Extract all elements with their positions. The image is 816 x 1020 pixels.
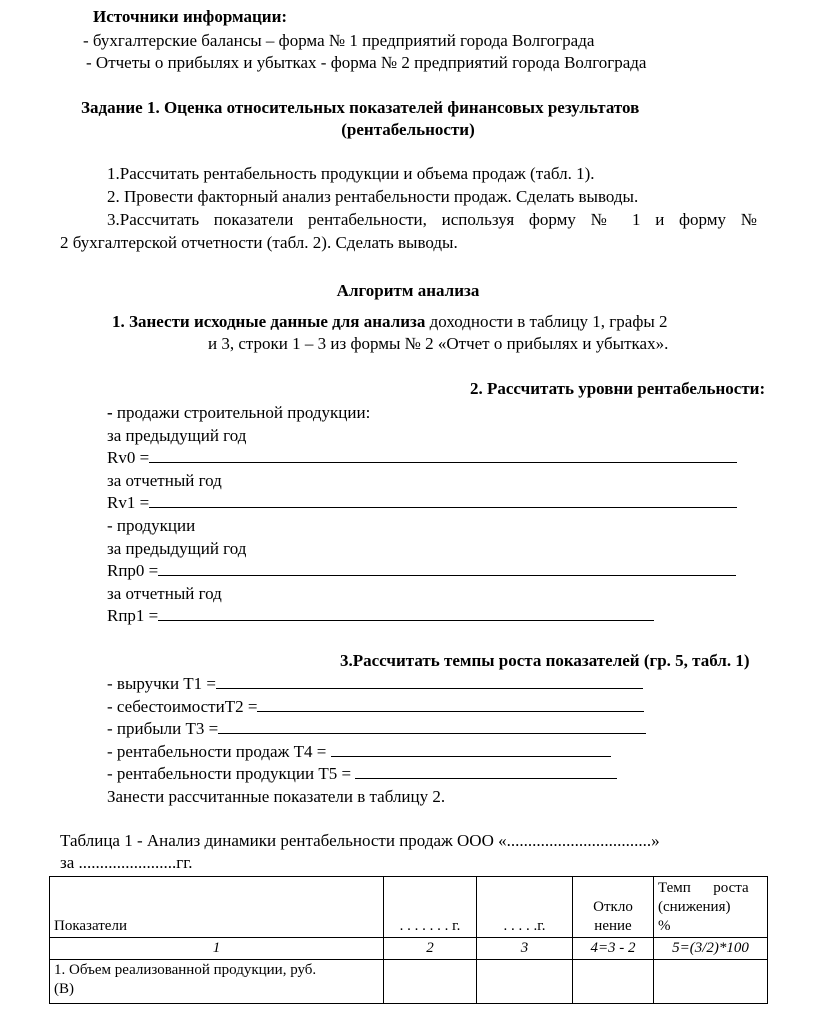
t1-blank[interactable] [216,673,643,689]
t5-label: - рентабельности продукции Т5 = [107,764,356,783]
sources-heading: Источники информации: [93,7,288,26]
algorithm-step2-heading: 2. Рассчитать уровни рентабельности: [470,379,766,398]
table1-cell-cur[interactable] [477,960,573,1004]
rv0-label: Rv0 = [107,448,150,467]
table1-header-growth-b: (снижения) [658,899,731,915]
rate-sales-text: продажи строительной продукции: [112,403,371,422]
algorithm-step3-note: Занести рассчитанные показатели в таблицу 2. [107,787,446,806]
t3-blank[interactable] [218,718,646,734]
table1-header-cur-year: . . . . .г. [477,877,573,938]
table1-row-label-line1: 1. Объем реализованной продукции, руб. [54,962,317,978]
table1-number-row [50,938,768,960]
table1-cell-prev[interactable] [384,960,477,1004]
rate-sales-dash: - [107,403,113,422]
rv0-blank[interactable] [149,447,737,463]
t1-label: - выручки Т1 = [107,674,217,693]
table1-cell-deviation[interactable] [573,960,654,1004]
rv1-line [107,492,737,514]
t2-line [107,696,644,718]
task-step-3-cont: 2 бухгалтерской отчетности (табл. 2). Сделать выводы. [60,233,458,252]
rate-sales-prev-label: за предыдущий год [107,426,247,445]
table1-header-row [50,877,768,938]
table1-header-indicators: Показатели [50,877,384,938]
rpr1-label: Rпр1 = [107,606,159,625]
task-step-2: 2. Провести факторный анализ рентабельности продаж. Сделать выводы. [107,187,639,206]
table1-col-number: 4=3 - 2 [573,938,654,960]
algorithm-step1 [112,311,668,333]
table1-col-number: 2 [384,938,477,960]
sources-item-balance: - бухгалтерские балансы – форма № 1 предприятий города Волгограда [83,31,595,50]
table1 [49,876,768,1004]
t4-blank[interactable] [331,741,611,757]
rpr1-line [107,605,654,627]
rate-sales-label [107,402,370,424]
rpr0-line [107,560,736,582]
t3-label: - прибыли Т3 = [107,719,219,738]
algorithm-step3-heading: 3.Рассчитать темпы роста показателей (гр. 5, табл. 1) [340,651,750,670]
t5-line [107,763,617,785]
table1-header-growth-c: % [658,918,671,934]
task-title-line1: Задание 1. Оценка относительных показателей финансовых результатов [81,98,640,117]
t2-blank[interactable] [257,696,644,712]
table1-col-number: 3 [477,938,573,960]
t5-blank[interactable] [355,763,617,779]
t1-line [107,673,643,695]
t4-line [107,741,611,763]
rate-product-label: - продукции [107,516,196,535]
table1-header-growth-a: Темп роста [658,880,749,896]
t4-label: - рентабельности продаж Т4 = [107,742,331,761]
rv0-line [107,447,737,469]
table1-header-deviation-b: нение [594,918,632,934]
algorithm-step1-text: доходности в таблицу 1, графы 2 [425,312,668,331]
table1-caption-line2: за .......................гг. [60,853,193,872]
algorithm-heading: Алгоритм анализа [336,281,480,300]
algorithm-step1-bold: 1. Занести исходные данные для анализа [112,312,426,331]
rpr0-label: Rпр0 = [107,561,159,580]
rate-product-cur-label: за отчетный год [107,584,222,603]
task-step-3: 3.Рассчитать показатели рентабельности, используя форму № 1 и форму № [107,210,757,229]
table1-header-deviation-a: Откло [593,899,633,915]
table-row [50,960,768,1004]
table1-row-label-line2: (В) [54,981,74,997]
table1-header-growth [654,877,768,938]
rate-sales-cur-label: за отчетный год [107,471,222,490]
rate-product-prev-label: за предыдущий год [107,539,247,558]
table1-header-prev-year: . . . . . . . г. [384,877,477,938]
t3-line [107,718,646,740]
table1-row-label [50,960,384,1004]
table1-header-deviation [573,877,654,938]
table1-caption-line1: Таблица 1 - Анализ динамики рентабельности продаж ООО «..................................» [60,831,660,850]
algorithm-step1-line2: и 3, строки 1 – 3 из формы № 2 «Отчет о прибылях и убытках». [208,334,669,353]
sources-item-profit-report: - Отчеты о прибылях и убытках - форма № 2 предприятий города Волгограда [86,53,647,72]
table1-cell-growth[interactable] [654,960,768,1004]
rpr1-blank[interactable] [158,605,654,621]
table1-col-number: 1 [50,938,384,960]
t2-label: - себестоимостиТ2 = [107,697,258,716]
rpr0-blank[interactable] [158,560,736,576]
task-title-line2: (рентабельности) [341,120,475,139]
rv1-label: Rv1 = [107,493,150,512]
rv1-blank[interactable] [149,492,737,508]
table1-col-number: 5=(3/2)*100 [654,938,768,960]
task-step-1: 1.Рассчитать рентабельность продукции и объема продаж (табл. 1). [107,164,595,183]
